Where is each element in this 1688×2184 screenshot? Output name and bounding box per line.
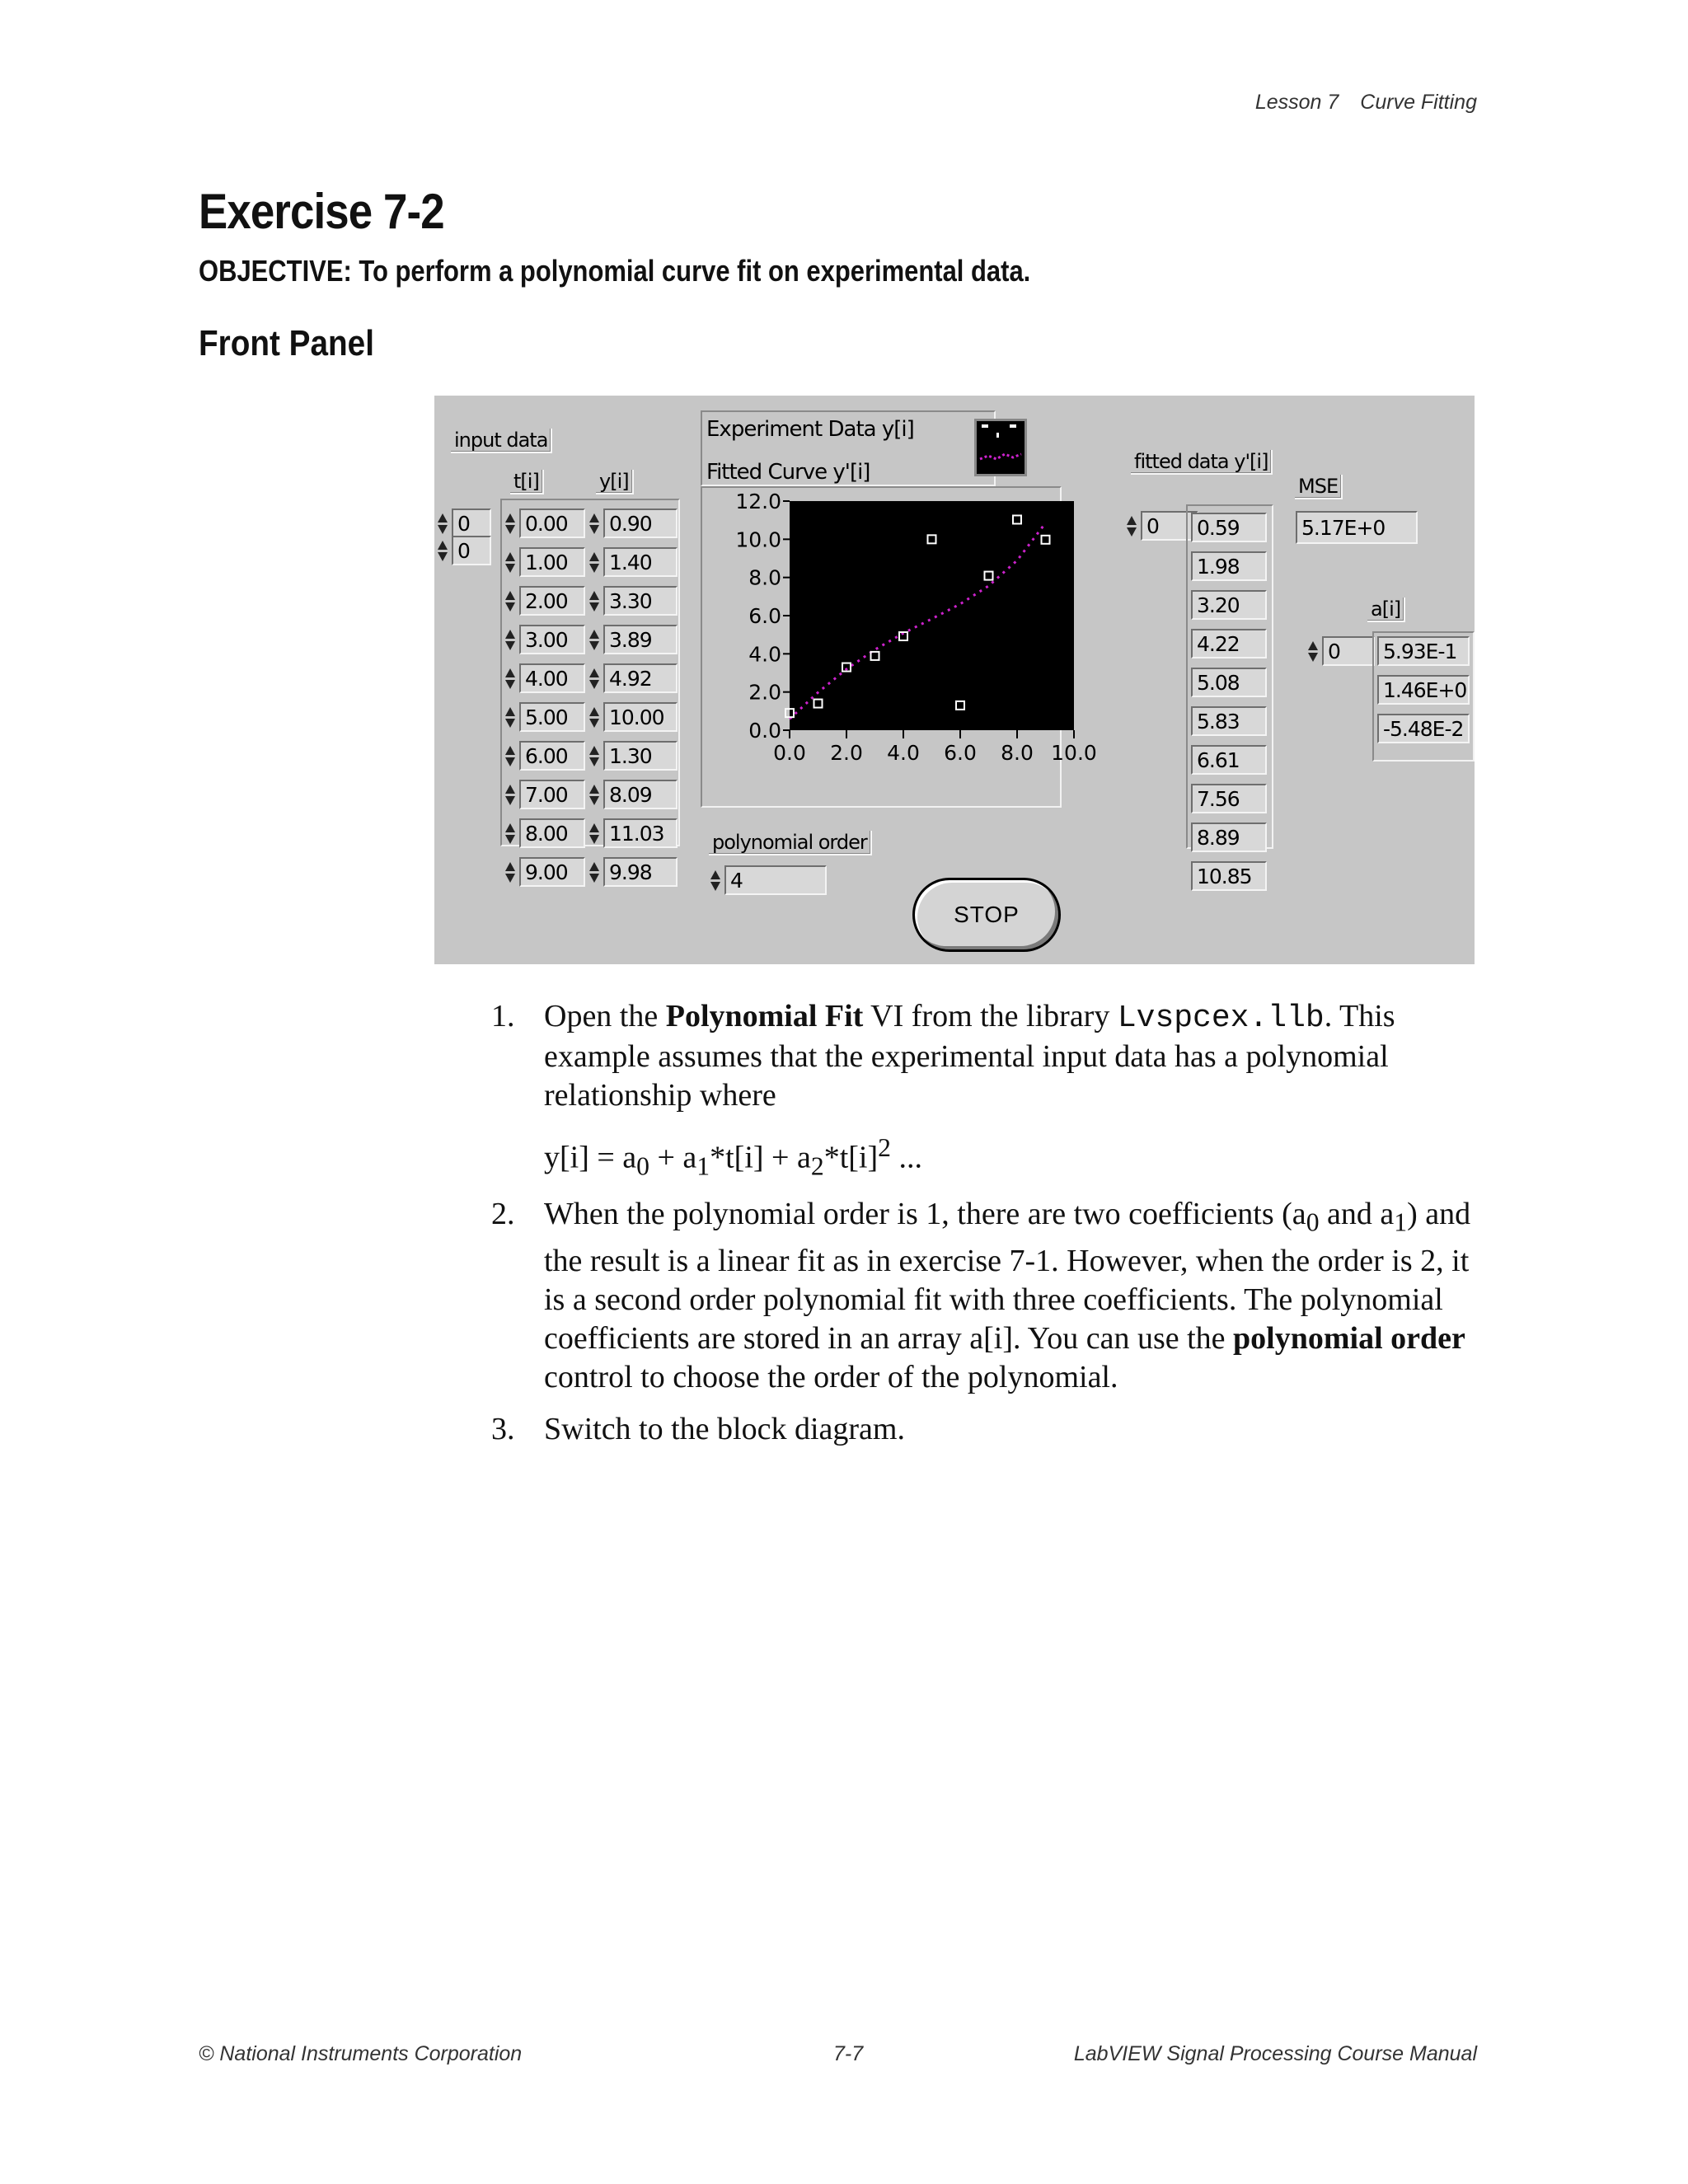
y-value-value[interactable]: 11.03	[603, 818, 678, 848]
x-tick-label: 4.0	[887, 741, 920, 765]
fitted-value: 0.59	[1191, 513, 1267, 542]
header-topic: Curve Fitting	[1360, 91, 1477, 114]
stop-button[interactable]: STOP	[912, 878, 1061, 952]
y-value-spinner[interactable]	[588, 587, 601, 615]
y-value-value[interactable]: 3.89	[603, 625, 678, 654]
y-value-spinner[interactable]	[588, 509, 601, 537]
t-value-spinner[interactable]	[504, 703, 517, 731]
fitted-value: 4.22	[1191, 629, 1267, 658]
eq-sub: 1	[696, 1151, 710, 1181]
y-tick-label: 4.0	[748, 642, 781, 667]
legend-swatches	[974, 419, 1027, 476]
t-column-label: t[i]	[510, 470, 544, 494]
fitted-index-spinner[interactable]	[1125, 512, 1138, 540]
y-value-value[interactable]: 1.40	[603, 547, 678, 577]
t-value-value[interactable]: 4.00	[519, 663, 585, 693]
eq-part: + a	[649, 1140, 697, 1175]
x-tick-label: 6.0	[944, 741, 977, 765]
y-value-spinner[interactable]	[588, 664, 601, 692]
x-tick-label: 2.0	[830, 741, 863, 765]
fitted-value: 5.08	[1191, 668, 1267, 697]
step-2-number: 2.	[491, 1197, 515, 1232]
y-value-control[interactable]	[588, 817, 678, 850]
eq-part: *t[i] + a	[710, 1140, 811, 1175]
eq-sub: 2	[810, 1151, 824, 1181]
instruction-steps	[491, 997, 1497, 1462]
y-value-control[interactable]	[588, 662, 678, 695]
legend-experiment-label: Experiment Data y[i]	[706, 417, 914, 442]
t-value-control[interactable]	[504, 584, 585, 617]
t-value-spinner[interactable]	[504, 626, 517, 654]
y-value-value[interactable]: 10.00	[603, 702, 678, 732]
objective-text: OBJECTIVE: To perform a polynomial curve fit on experimental data.	[199, 254, 1031, 288]
polynomial-order-control[interactable]	[709, 864, 827, 897]
t-value-value[interactable]: 7.00	[519, 780, 585, 809]
legend-data-mark	[996, 433, 999, 438]
y-value-control[interactable]	[588, 701, 678, 733]
y-value-control[interactable]	[588, 739, 678, 772]
coefficient-value: 1.46E+0	[1377, 675, 1470, 705]
y-value-spinner[interactable]	[588, 548, 601, 576]
y-value-value[interactable]: 0.90	[603, 509, 678, 538]
step-2	[491, 1195, 1497, 1397]
y-value-value[interactable]: 8.09	[603, 780, 678, 809]
eq-part: *t[i]	[823, 1140, 879, 1175]
t-value-control[interactable]	[504, 817, 585, 850]
polynomial-order-spinner[interactable]	[709, 866, 722, 894]
t-value-control[interactable]	[504, 623, 585, 656]
legend-swatch-svg	[977, 421, 1025, 474]
col-index-control[interactable]	[436, 534, 491, 567]
t-value-control[interactable]	[504, 739, 585, 772]
y-tick-label: 12.0	[735, 490, 781, 513]
step-2-sub: 0	[1306, 1207, 1320, 1237]
running-header	[1255, 91, 1477, 115]
row-index-spinner[interactable]	[436, 509, 449, 537]
y-value-spinner[interactable]	[588, 703, 601, 731]
step-3-text: Switch to the block diagram.	[544, 1411, 905, 1446]
legend-fit-line	[980, 454, 1021, 459]
y-value-control[interactable]	[588, 546, 678, 579]
step-1-number: 1.	[491, 999, 515, 1033]
y-value-spinner[interactable]	[588, 626, 601, 654]
t-value-value[interactable]: 1.00	[519, 547, 585, 577]
step-1-text-a: Open the	[544, 999, 666, 1033]
x-tick-label: 8.0	[1001, 741, 1034, 765]
t-value-spinner[interactable]	[504, 858, 517, 886]
col-index-spinner[interactable]	[436, 537, 449, 565]
y-value-control[interactable]	[588, 778, 678, 811]
y-value-control[interactable]	[588, 623, 678, 656]
y-column-label: y[i]	[596, 470, 634, 494]
t-value-control[interactable]	[504, 546, 585, 579]
y-value-value[interactable]: 1.30	[603, 741, 678, 771]
y-value-value[interactable]: 9.98	[603, 857, 678, 887]
step-2-text-c: control to choose the order of the polynomial.	[544, 1359, 1118, 1394]
x-tick-label: 0.0	[773, 741, 806, 765]
footer-copyright: © National Instruments Corporation	[199, 2042, 523, 2065]
fitted-value: 3.20	[1191, 590, 1267, 620]
y-value-control[interactable]	[588, 507, 678, 540]
coefficient-value: 5.93E-1	[1377, 636, 1470, 666]
y-tick-label: 10.0	[735, 527, 781, 552]
y-tick-label: 8.0	[748, 565, 781, 590]
t-value-control[interactable]	[504, 778, 585, 811]
step-2-text-a: When the polynomial order is 1, there are two coefficients (a	[544, 1197, 1306, 1232]
t-value-control[interactable]	[504, 855, 585, 888]
t-value-value[interactable]: 5.00	[519, 702, 585, 732]
input-data-label: input data	[451, 429, 552, 453]
step-2-text-and: and a	[1319, 1197, 1395, 1232]
coef-index-control[interactable]	[1306, 635, 1375, 668]
legend-data-mark	[982, 424, 988, 428]
polynomial-order-value[interactable]: 4	[724, 865, 827, 895]
step-2-sub: 1	[1394, 1207, 1408, 1237]
step-1-vi-name: Polynomial Fit	[665, 999, 864, 1033]
y-value-spinner[interactable]	[588, 858, 601, 886]
eq-sup: 2	[878, 1133, 891, 1162]
t-value-value[interactable]: 0.00	[519, 509, 585, 538]
eq-part: y[i] = a	[544, 1140, 637, 1175]
legend-frame	[701, 410, 996, 486]
t-value-spinner[interactable]	[504, 819, 517, 847]
y-value-control[interactable]	[588, 584, 678, 617]
polynomial-order-label: polynomial order	[709, 831, 872, 855]
y-tick-label: 2.0	[748, 680, 781, 705]
y-value-spinner[interactable]	[588, 742, 601, 770]
section-heading: Front Panel	[199, 323, 374, 363]
t-value-value[interactable]: 2.00	[519, 586, 585, 616]
legend-fitted-label: Fitted Curve y'[i]	[706, 460, 870, 485]
xy-graph	[701, 490, 1097, 806]
polynomial-equation	[491, 1128, 1497, 1185]
step-2-text-b: ) and the result is a linear fit as in exercise 7-1. However, when the order is 2, it is a second order polynomial fit with three coefficients. The polynomial coefficients are stored in an array a[i]. You can use the	[544, 1197, 1471, 1356]
t-value-spinner[interactable]	[504, 509, 517, 537]
fitted-value: 7.56	[1191, 784, 1267, 813]
y-tick-label: 6.0	[748, 604, 781, 628]
x-tick-label: 10.0	[1051, 741, 1097, 765]
fitted-value: 6.61	[1191, 745, 1267, 775]
y-value-spinner[interactable]	[588, 780, 601, 808]
y-value-control[interactable]	[588, 855, 678, 888]
step-3-number: 3.	[491, 1411, 515, 1446]
exercise-title: Exercise 7-2	[199, 184, 444, 239]
t-value-spinner[interactable]	[504, 780, 517, 808]
fitted-data-label: fitted data y'[i]	[1131, 450, 1273, 475]
fitted-value: 8.89	[1191, 823, 1267, 852]
y-tick-label: 0.0	[748, 719, 781, 743]
t-value-value[interactable]: 8.00	[519, 818, 585, 848]
footer-page-number: 7-7	[833, 2042, 864, 2065]
t-value-control[interactable]	[504, 701, 585, 733]
y-value-spinner[interactable]	[588, 819, 601, 847]
step-1-text-c: VI from the library	[863, 999, 1118, 1033]
fitted-value: 1.98	[1191, 551, 1267, 581]
step-3	[491, 1410, 1497, 1449]
t-value-spinner[interactable]	[504, 587, 517, 615]
labview-front-panel	[434, 396, 1475, 964]
coefficient-value: -5.48E-2	[1377, 714, 1470, 743]
t-value-spinner[interactable]	[504, 742, 517, 770]
fitted-index-value[interactable]: 0	[1141, 511, 1198, 541]
header-lesson: Lesson 7	[1254, 91, 1339, 114]
t-value-value[interactable]: 3.00	[519, 625, 585, 654]
t-value-spinner[interactable]	[504, 664, 517, 692]
t-value-value[interactable]: 6.00	[519, 741, 585, 771]
eq-sub: 0	[636, 1151, 649, 1181]
fitted-value: 10.85	[1191, 861, 1267, 891]
fitted-value: 5.83	[1191, 706, 1267, 736]
t-value-control[interactable]	[504, 507, 585, 540]
t-value-spinner[interactable]	[504, 548, 517, 576]
row-index-value[interactable]: 0	[452, 509, 491, 538]
coefficients-label: a[i]	[1367, 598, 1405, 622]
t-value-control[interactable]	[504, 662, 585, 695]
eq-part: ...	[890, 1140, 922, 1175]
col-index-value[interactable]: 0	[452, 536, 491, 565]
step-2-control-name: polynomial order	[1233, 1320, 1465, 1356]
coef-index-value[interactable]: 0	[1322, 636, 1375, 666]
mse-value: 5.17E+0	[1296, 511, 1418, 544]
coef-index-spinner[interactable]	[1306, 637, 1320, 665]
t-value-value[interactable]: 9.00	[519, 857, 585, 887]
legend-data-mark	[1010, 424, 1016, 428]
step-1-text-d: . This example assumes that the experimental input data has a polynomial relationship where	[544, 999, 1395, 1113]
footer-manual-title: LabVIEW Signal Processing Course Manual	[1073, 2042, 1477, 2065]
y-value-value[interactable]: 3.30	[603, 586, 678, 616]
step-1	[491, 997, 1497, 1115]
y-value-value[interactable]: 4.92	[603, 663, 678, 693]
step-1-library-name: Lvspcex.llb	[1117, 1001, 1325, 1036]
mse-label: MSE	[1295, 475, 1343, 499]
